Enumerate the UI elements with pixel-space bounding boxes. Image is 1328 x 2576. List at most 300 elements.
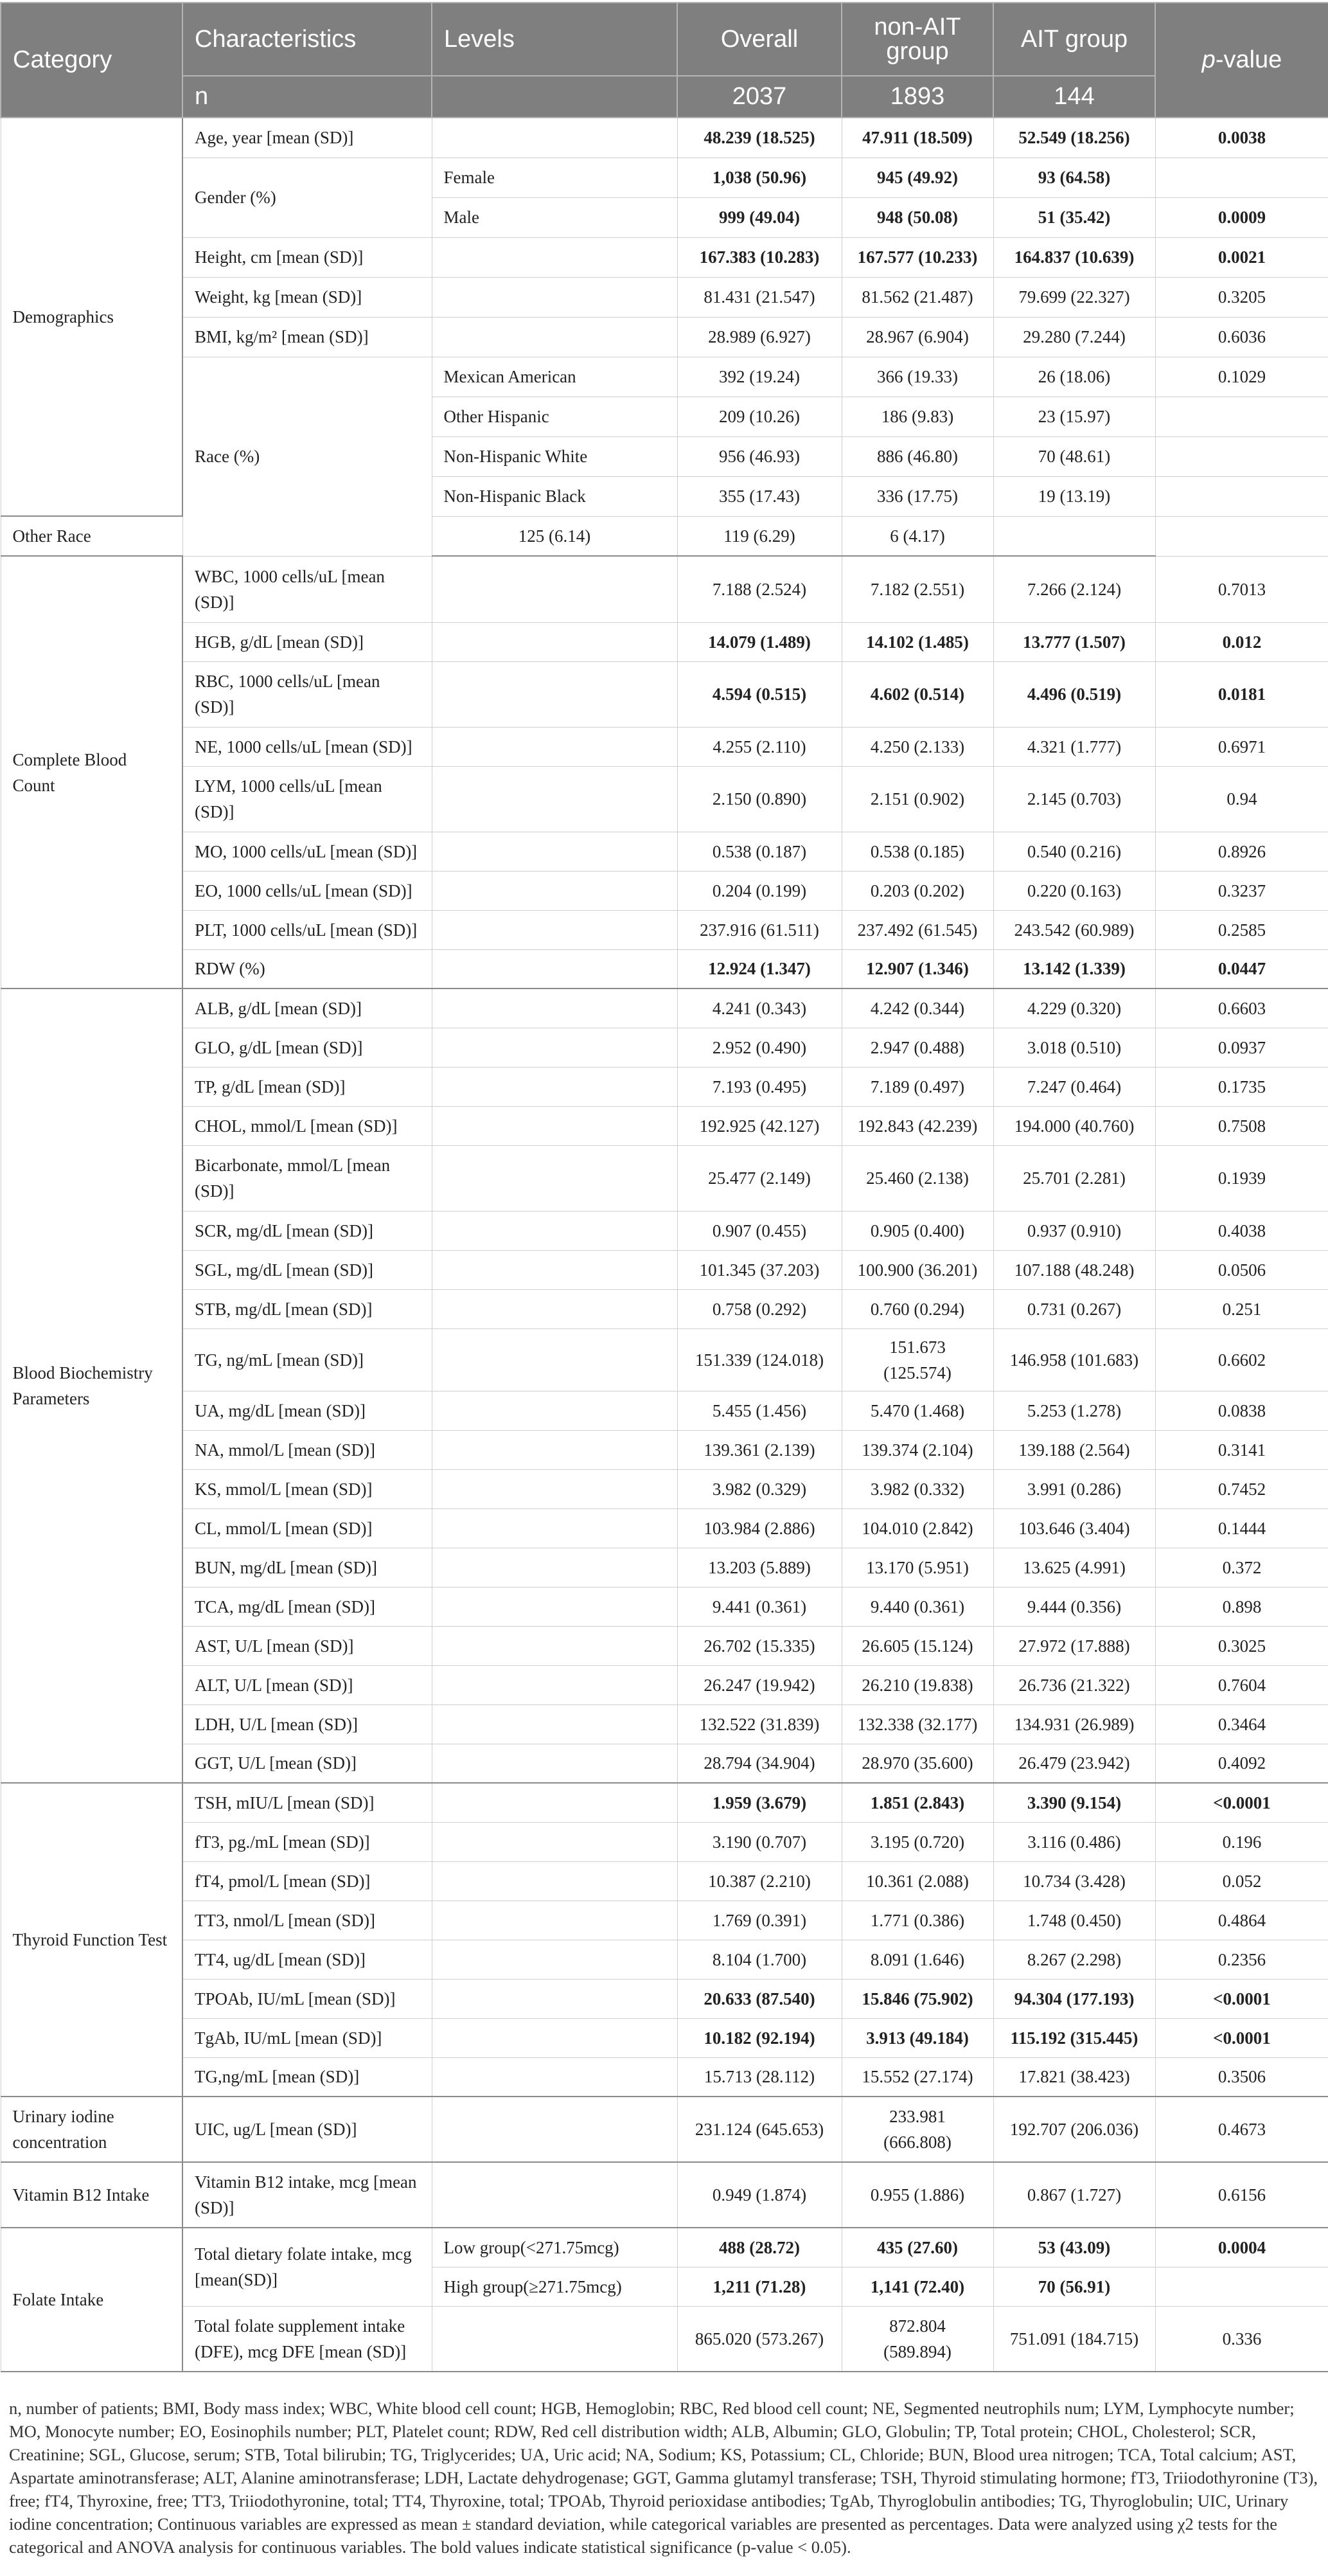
p-value-cell: 0.6603 xyxy=(1155,988,1328,1028)
overall-cell: 7.193 (0.495) xyxy=(677,1067,842,1106)
p-value-cell: 0.6602 xyxy=(1155,1328,1328,1391)
non-ait-cell: 336 (17.75) xyxy=(842,476,993,516)
level-cell: Mexican American xyxy=(432,357,677,397)
table-row xyxy=(1,2057,1328,2097)
p-value-cell: 0.372 xyxy=(1155,1548,1328,1587)
overall-cell: 392 (19.24) xyxy=(677,357,842,397)
p-value-cell xyxy=(1155,436,1328,476)
characteristic-cell: UA, mg/dL [mean (SD)] xyxy=(182,1391,432,1430)
level-cell xyxy=(432,2057,677,2097)
header-n-overall: 2037 xyxy=(677,76,842,118)
overall-cell: 25.477 (2.149) xyxy=(677,1145,842,1211)
overall-cell: 0.538 (0.187) xyxy=(677,832,842,871)
level-cell xyxy=(432,766,677,832)
header-category: Category xyxy=(1,3,182,118)
overall-cell: 231.124 (645.653) xyxy=(677,2097,842,2162)
table-row xyxy=(1,1289,1328,1328)
category-cell: Thyroid Function Test xyxy=(1,1783,182,2097)
ait-cell: 107.188 (48.248) xyxy=(993,1250,1155,1289)
non-ait-cell: 4.250 (2.133) xyxy=(842,727,993,766)
p-value-cell: 0.251 xyxy=(1155,1289,1328,1328)
characteristic-cell: SCR, mg/dL [mean (SD)] xyxy=(182,1211,432,1250)
characteristic-cell: Bicarbonate, mmol/L [mean (SD)] xyxy=(182,1145,432,1211)
non-ait-cell: 2.151 (0.902) xyxy=(842,766,993,832)
level-cell xyxy=(432,988,677,1028)
p-value-cell xyxy=(993,516,1155,556)
overall-cell: 13.203 (5.889) xyxy=(677,1548,842,1587)
ait-cell: 17.821 (38.423) xyxy=(993,2057,1155,2097)
p-value-cell xyxy=(1155,397,1328,436)
non-ait-cell: 945 (49.92) xyxy=(842,157,993,197)
ait-cell: 13.142 (1.339) xyxy=(993,949,1155,988)
p-value-cell: 0.898 xyxy=(1155,1587,1328,1626)
table-row xyxy=(1,2228,1328,2267)
overall-cell: 10.182 (92.194) xyxy=(677,2018,842,2057)
ait-cell: 0.220 (0.163) xyxy=(993,871,1155,910)
ait-cell: 53 (43.09) xyxy=(993,2228,1155,2267)
non-ait-cell: 0.203 (0.202) xyxy=(842,871,993,910)
ait-cell: 70 (48.61) xyxy=(993,436,1155,476)
ait-cell: 0.731 (0.267) xyxy=(993,1289,1155,1328)
level-cell xyxy=(432,1391,677,1430)
category-cell: Complete Blood Count xyxy=(1,556,182,988)
level-cell: Female xyxy=(432,157,677,197)
overall-cell: 1,038 (50.96) xyxy=(677,157,842,197)
overall-cell: 4.255 (2.110) xyxy=(677,727,842,766)
non-ait-cell: 12.907 (1.346) xyxy=(842,949,993,988)
non-ait-cell: 948 (50.08) xyxy=(842,197,993,237)
characteristic-cell: BUN, mg/dL [mean (SD)] xyxy=(182,1548,432,1587)
ait-cell: 13.625 (4.991) xyxy=(993,1548,1155,1587)
p-value-cell xyxy=(1155,157,1328,197)
overall-cell: 3.190 (0.707) xyxy=(677,1822,842,1861)
table-row xyxy=(1,949,1328,988)
table-row xyxy=(1,1626,1328,1665)
p-value-cell: 0.3237 xyxy=(1155,871,1328,910)
overall-cell: 1.769 (0.391) xyxy=(677,1901,842,1940)
overall-cell: 0.758 (0.292) xyxy=(677,1289,842,1328)
overall-cell: 132.522 (31.839) xyxy=(677,1704,842,1744)
header-ait: AIT group xyxy=(993,3,1155,76)
table-row xyxy=(1,277,1328,317)
non-ait-cell: 233.981 (666.808) xyxy=(842,2097,993,2162)
characteristic-cell: CL, mmol/L [mean (SD)] xyxy=(182,1508,432,1548)
characteristic-cell: ALB, g/dL [mean (SD)] xyxy=(182,988,432,1028)
overall-cell: 8.104 (1.700) xyxy=(677,1940,842,1979)
level-cell xyxy=(432,1979,677,2018)
p-value-cell: <0.0001 xyxy=(1155,1783,1328,1822)
table-row xyxy=(1,1665,1328,1704)
p-value-cell: 0.0181 xyxy=(1155,661,1328,727)
p-value-cell: 0.4092 xyxy=(1155,1744,1328,1783)
characteristic-cell: TT3, nmol/L [mean (SD)] xyxy=(182,1901,432,1940)
non-ait-cell: 0.955 (1.886) xyxy=(842,2162,993,2228)
ait-cell: 139.188 (2.564) xyxy=(993,1430,1155,1469)
characteristic-cell: STB, mg/dL [mean (SD)] xyxy=(182,1289,432,1328)
table-row xyxy=(1,1067,1328,1106)
overall-cell: 4.594 (0.515) xyxy=(677,661,842,727)
level-cell: High group(≥271.75mcg) xyxy=(432,2267,677,2306)
level-cell xyxy=(432,1028,677,1067)
characteristic-cell: LYM, 1000 cells/uL [mean (SD)] xyxy=(182,766,432,832)
characteristic-cell: Total dietary folate intake, mcg [mean(SD)] xyxy=(182,2228,432,2306)
characteristic-cell: TP, g/dL [mean (SD)] xyxy=(182,1067,432,1106)
overall-cell: 10.387 (2.210) xyxy=(677,1861,842,1901)
overall-cell: 12.924 (1.347) xyxy=(677,949,842,988)
ait-cell: 3.991 (0.286) xyxy=(993,1469,1155,1508)
overall-cell: 48.239 (18.525) xyxy=(677,118,842,157)
overall-cell: 956 (46.93) xyxy=(677,436,842,476)
overall-cell: 26.247 (19.942) xyxy=(677,1665,842,1704)
characteristic-cell: NA, mmol/L [mean (SD)] xyxy=(182,1430,432,1469)
non-ait-cell: 13.170 (5.951) xyxy=(842,1548,993,1587)
overall-cell: 4.241 (0.343) xyxy=(677,988,842,1028)
table-row xyxy=(1,1328,1328,1391)
non-ait-cell: 25.460 (2.138) xyxy=(842,1145,993,1211)
p-value-cell: 0.7604 xyxy=(1155,1665,1328,1704)
characteristic-cell: HGB, g/dL [mean (SD)] xyxy=(182,622,432,661)
non-ait-cell: 2.947 (0.488) xyxy=(842,1028,993,1067)
level-cell xyxy=(432,1861,677,1901)
non-ait-cell: 28.970 (35.600) xyxy=(842,1744,993,1783)
table-row xyxy=(1,1250,1328,1289)
characteristics-table xyxy=(0,2,1328,2372)
header-n-levels-blank xyxy=(432,76,677,118)
p-value-cell: 0.4864 xyxy=(1155,1901,1328,1940)
characteristic-cell: TCA, mg/dL [mean (SD)] xyxy=(182,1587,432,1626)
table-row xyxy=(1,1979,1328,2018)
non-ait-cell: 5.470 (1.468) xyxy=(842,1391,993,1430)
category-cell: Vitamin B12 Intake xyxy=(1,2162,182,2228)
level-cell xyxy=(432,277,677,317)
overall-cell: 2.150 (0.890) xyxy=(677,766,842,832)
header-overall: Overall xyxy=(677,3,842,76)
level-cell xyxy=(432,1067,677,1106)
level-cell: Low group(<271.75mcg) xyxy=(432,2228,677,2267)
header-p-value xyxy=(1155,3,1328,118)
overall-cell: 1.959 (3.679) xyxy=(677,1783,842,1822)
level-cell xyxy=(432,1783,677,1822)
ait-cell: 4.496 (0.519) xyxy=(993,661,1155,727)
ait-cell: 0.937 (0.910) xyxy=(993,1211,1155,1250)
non-ait-cell: 10.361 (2.088) xyxy=(842,1861,993,1901)
overall-cell: 9.441 (0.361) xyxy=(677,1587,842,1626)
level-cell xyxy=(432,661,677,727)
overall-cell: 209 (10.26) xyxy=(677,397,842,436)
p-value-cell: 0.3141 xyxy=(1155,1430,1328,1469)
non-ait-cell: 192.843 (42.239) xyxy=(842,1106,993,1145)
overall-cell: 28.989 (6.927) xyxy=(677,317,842,357)
characteristic-cell: Age, year [mean (SD)] xyxy=(182,118,432,157)
level-cell xyxy=(432,2162,677,2228)
level-cell: Male xyxy=(432,197,677,237)
table-row xyxy=(1,1940,1328,1979)
p-value-cell: 0.0937 xyxy=(1155,1028,1328,1067)
overall-cell: 15.713 (28.112) xyxy=(677,2057,842,2097)
table-row xyxy=(1,1508,1328,1548)
level-cell xyxy=(432,1469,677,1508)
level-cell xyxy=(432,1508,677,1548)
overall-cell: 103.984 (2.886) xyxy=(677,1508,842,1548)
p-value-cell: 0.1735 xyxy=(1155,1067,1328,1106)
non-ait-cell: 15.552 (27.174) xyxy=(842,2057,993,2097)
characteristic-cell: GGT, U/L [mean (SD)] xyxy=(182,1744,432,1783)
p-value-cell: 0.0009 xyxy=(1155,197,1328,237)
non-ait-cell: 4.602 (0.514) xyxy=(842,661,993,727)
level-cell xyxy=(432,1145,677,1211)
non-ait-cell: 104.010 (2.842) xyxy=(842,1508,993,1548)
characteristic-cell: GLO, g/dL [mean (SD)] xyxy=(182,1028,432,1067)
characteristic-cell: TT4, ug/dL [mean (SD)] xyxy=(182,1940,432,1979)
ait-cell: 164.837 (10.639) xyxy=(993,237,1155,277)
p-value-cell: 0.6036 xyxy=(1155,317,1328,357)
non-ait-cell: 3.913 (49.184) xyxy=(842,2018,993,2057)
overall-cell: 28.794 (34.904) xyxy=(677,1744,842,1783)
ait-cell: 8.267 (2.298) xyxy=(993,1940,1155,1979)
level-cell xyxy=(432,556,677,622)
ait-cell: 10.734 (3.428) xyxy=(993,1861,1155,1901)
characteristic-cell: TgAb, IU/mL [mean (SD)] xyxy=(182,2018,432,2057)
overall-cell: 26.702 (15.335) xyxy=(677,1626,842,1665)
level-cell xyxy=(432,2018,677,2057)
p-value-cell: 0.0447 xyxy=(1155,949,1328,988)
p-value-cell: 0.7452 xyxy=(1155,1469,1328,1508)
category-cell: Demographics xyxy=(1,118,182,516)
ait-cell: 51 (35.42) xyxy=(993,197,1155,237)
characteristic-cell: Gender (%) xyxy=(182,157,432,237)
p-value-cell: 0.0021 xyxy=(1155,237,1328,277)
non-ait-cell: 3.982 (0.332) xyxy=(842,1469,993,1508)
header-p-rest: -value xyxy=(1215,46,1282,73)
overall-cell: 3.982 (0.329) xyxy=(677,1469,842,1508)
table-row xyxy=(1,1548,1328,1587)
ait-cell: 9.444 (0.356) xyxy=(993,1587,1155,1626)
non-ait-cell: 119 (6.29) xyxy=(677,516,842,556)
overall-cell: 14.079 (1.489) xyxy=(677,622,842,661)
non-ait-cell: 435 (27.60) xyxy=(842,2228,993,2267)
p-value-cell: 0.7508 xyxy=(1155,1106,1328,1145)
overall-cell: 865.020 (573.267) xyxy=(677,2306,842,2372)
p-value-cell xyxy=(1155,476,1328,516)
ait-cell: 146.958 (101.683) xyxy=(993,1328,1155,1391)
overall-cell: 101.345 (37.203) xyxy=(677,1250,842,1289)
p-value-cell: 0.6971 xyxy=(1155,727,1328,766)
level-cell xyxy=(432,1665,677,1704)
category-cell: Urinary iodine concentration xyxy=(1,2097,182,2162)
ait-cell: 134.931 (26.989) xyxy=(993,1704,1155,1744)
overall-cell: 192.925 (42.127) xyxy=(677,1106,842,1145)
ait-cell: 79.699 (22.327) xyxy=(993,277,1155,317)
non-ait-cell: 14.102 (1.485) xyxy=(842,622,993,661)
overall-cell: 125 (6.14) xyxy=(432,516,677,556)
characteristic-cell: MO, 1000 cells/uL [mean (SD)] xyxy=(182,832,432,871)
ait-cell: 52.549 (18.256) xyxy=(993,118,1155,157)
level-cell xyxy=(432,1704,677,1744)
characteristic-cell: Vitamin B12 intake, mcg [mean (SD)] xyxy=(182,2162,432,2228)
p-value-cell: <0.0001 xyxy=(1155,2018,1328,2057)
table-row xyxy=(1,1704,1328,1744)
level-cell xyxy=(432,317,677,357)
ait-cell: 25.701 (2.281) xyxy=(993,1145,1155,1211)
overall-cell: 20.633 (87.540) xyxy=(677,1979,842,2018)
table-footnote: n, number of patients; BMI, Body mass index; WBC, White blood cell count; HGB, Hemoglobin; RBC, Red blood cell count; NE, Segmented neutrophils num; LYM, Lymphocyte number; MO, Monocyte number; EO, Eosinophils number; PLT, Platelet count; RDW, Red cell distribution width; ALB, Albumin; GLO, Globulin; TP, Total protein; CHOL, Cholesterol; SCR, Creatinine; SGL, Glucose, serum; STB, Total bilirubin; TG, Triglycerides; UA, Uric acid; NA, Sodium; KS, Potassium; CL, Chloride; BUN, Blood urea nitrogen; TCA, Total calcium; AST, Aspartate aminotransferase; ALT, Alanine aminotransferase; LDH, Lactate dehydrogenase; GGT, Gamma glutamyl transferase; TSH, Thyroid stimulating hormone; fT3, Triiodothyronine (T3), free; fT4, Thyroxine, free; TT3, Triiodothyronine, total; TT4, Thyroxine, total; TPOAb, Thyroid perioxidase antibodies; TgAb, Thyroglobulin antibodies; TG, Thyroglobulin; UIC, Urinary iodine concentration; Continuous variables are expressed as mean ± standard deviation, while categorical variables are presented as percentages. Data were analyzed using χ2 tests for the categorical and ANOVA analysis for continuous variables. The bold values indicate statistical significance (p-value < 0.05). xyxy=(9,2399,1318,2557)
table-row xyxy=(1,1861,1328,1901)
p-value-cell: 0.3025 xyxy=(1155,1626,1328,1665)
overall-cell: 237.916 (61.511) xyxy=(677,910,842,949)
p-value-cell: 0.1939 xyxy=(1155,1145,1328,1211)
characteristic-cell: RBC, 1000 cells/uL [mean (SD)] xyxy=(182,661,432,727)
non-ait-cell: 0.760 (0.294) xyxy=(842,1289,993,1328)
p-value-cell: 0.0838 xyxy=(1155,1391,1328,1430)
table-row xyxy=(1,357,1328,397)
p-value-cell: 0.1444 xyxy=(1155,1508,1328,1548)
characteristic-cell: KS, mmol/L [mean (SD)] xyxy=(182,1469,432,1508)
table-body xyxy=(1,118,1328,2372)
table-row xyxy=(1,317,1328,357)
p-value-cell: 0.052 xyxy=(1155,1861,1328,1901)
p-value-cell: 0.7013 xyxy=(1155,556,1328,622)
table-row xyxy=(1,118,1328,157)
ait-cell: 23 (15.97) xyxy=(993,397,1155,436)
non-ait-cell: 151.673 (125.574) xyxy=(842,1328,993,1391)
ait-cell: 115.192 (315.445) xyxy=(993,2018,1155,2057)
table-row xyxy=(1,1106,1328,1145)
non-ait-cell: 1.851 (2.843) xyxy=(842,1783,993,1822)
non-ait-cell: 0.905 (0.400) xyxy=(842,1211,993,1250)
ait-cell: 103.646 (3.404) xyxy=(993,1508,1155,1548)
level-cell xyxy=(432,2306,677,2372)
p-value-cell: 0.3464 xyxy=(1155,1704,1328,1744)
level-cell: Other Race xyxy=(1,516,182,556)
table-row xyxy=(1,237,1328,277)
ait-cell: 0.540 (0.216) xyxy=(993,832,1155,871)
non-ait-cell: 3.195 (0.720) xyxy=(842,1822,993,1861)
table-row xyxy=(1,2018,1328,2057)
ait-cell: 29.280 (7.244) xyxy=(993,317,1155,357)
level-cell: Non-Hispanic White xyxy=(432,436,677,476)
header-non-ait: non-AIT group xyxy=(842,3,993,76)
ait-cell: 7.266 (2.124) xyxy=(993,556,1155,622)
table-row xyxy=(1,1744,1328,1783)
ait-cell: 26.736 (21.322) xyxy=(993,1665,1155,1704)
table-row xyxy=(1,766,1328,832)
ait-cell: 13.777 (1.507) xyxy=(993,622,1155,661)
ait-cell: 192.707 (206.036) xyxy=(993,2097,1155,2162)
ait-cell: 7.247 (0.464) xyxy=(993,1067,1155,1106)
non-ait-cell: 1.771 (0.386) xyxy=(842,1901,993,1940)
non-ait-cell: 9.440 (0.361) xyxy=(842,1587,993,1626)
level-cell xyxy=(432,1822,677,1861)
non-ait-cell: 47.911 (18.509) xyxy=(842,118,993,157)
table-row xyxy=(1,622,1328,661)
non-ait-cell: 872.804 (589.894) xyxy=(842,2306,993,2372)
ait-cell: 26 (18.06) xyxy=(993,357,1155,397)
p-value-cell: 0.0506 xyxy=(1155,1250,1328,1289)
table-row xyxy=(1,157,1328,197)
level-cell xyxy=(432,2097,677,2162)
p-value-cell: <0.0001 xyxy=(1155,1979,1328,2018)
non-ait-cell: 237.492 (61.545) xyxy=(842,910,993,949)
ait-cell: 94.304 (177.193) xyxy=(993,1979,1155,2018)
overall-cell: 999 (49.04) xyxy=(677,197,842,237)
non-ait-cell: 139.374 (2.104) xyxy=(842,1430,993,1469)
overall-cell: 5.455 (1.456) xyxy=(677,1391,842,1430)
ait-cell: 3.116 (0.486) xyxy=(993,1822,1155,1861)
p-value-cell: 0.4038 xyxy=(1155,1211,1328,1250)
overall-cell: 139.361 (2.139) xyxy=(677,1430,842,1469)
level-cell xyxy=(432,832,677,871)
non-ait-cell: 366 (19.33) xyxy=(842,357,993,397)
p-value-cell: 0.3506 xyxy=(1155,2057,1328,2097)
ait-cell: 26.479 (23.942) xyxy=(993,1744,1155,1783)
characteristic-cell: TSH, mIU/L [mean (SD)] xyxy=(182,1783,432,1822)
characteristic-cell: fT3, pg./mL [mean (SD)] xyxy=(182,1822,432,1861)
header-n-non-ait: 1893 xyxy=(842,76,993,118)
characteristic-cell: UIC, ug/L [mean (SD)] xyxy=(182,2097,432,2162)
characteristic-cell: AST, U/L [mean (SD)] xyxy=(182,1626,432,1665)
table-row xyxy=(1,832,1328,871)
ait-cell: 93 (64.58) xyxy=(993,157,1155,197)
table-header xyxy=(1,3,1328,118)
ait-cell: 6 (4.17) xyxy=(842,516,993,556)
non-ait-cell: 81.562 (21.487) xyxy=(842,277,993,317)
level-cell xyxy=(432,1289,677,1328)
ait-cell: 0.867 (1.727) xyxy=(993,2162,1155,2228)
p-value-cell: 0.2356 xyxy=(1155,1940,1328,1979)
table-row xyxy=(1,1822,1328,1861)
level-cell xyxy=(432,1106,677,1145)
non-ait-cell: 7.189 (0.497) xyxy=(842,1067,993,1106)
overall-cell: 151.339 (124.018) xyxy=(677,1328,842,1391)
non-ait-cell: 15.846 (75.902) xyxy=(842,1979,993,2018)
non-ait-cell: 186 (9.83) xyxy=(842,397,993,436)
level-cell xyxy=(432,727,677,766)
header-p-italic: p xyxy=(1201,46,1216,73)
non-ait-cell: 886 (46.80) xyxy=(842,436,993,476)
overall-cell: 81.431 (21.547) xyxy=(677,277,842,317)
ait-cell: 194.000 (40.760) xyxy=(993,1106,1155,1145)
table-row xyxy=(1,727,1328,766)
table-row xyxy=(1,1469,1328,1508)
level-cell xyxy=(432,1901,677,1940)
non-ait-cell: 100.900 (36.201) xyxy=(842,1250,993,1289)
table-row xyxy=(1,1211,1328,1250)
characteristic-cell: EO, 1000 cells/uL [mean (SD)] xyxy=(182,871,432,910)
p-value-cell: 0.196 xyxy=(1155,1822,1328,1861)
level-cell: Other Hispanic xyxy=(432,397,677,436)
characteristic-cell: PLT, 1000 cells/uL [mean (SD)] xyxy=(182,910,432,949)
table-row xyxy=(1,1028,1328,1067)
characteristic-cell: ALT, U/L [mean (SD)] xyxy=(182,1665,432,1704)
overall-cell: 167.383 (10.283) xyxy=(677,237,842,277)
overall-cell: 0.949 (1.874) xyxy=(677,2162,842,2228)
characteristic-cell: Total folate supplement intake (DFE), mcg DFE [mean (SD)] xyxy=(182,2306,432,2372)
table-row xyxy=(1,988,1328,1028)
level-cell xyxy=(432,1211,677,1250)
level-cell xyxy=(432,1328,677,1391)
table-row xyxy=(1,1430,1328,1469)
table-row xyxy=(1,910,1328,949)
characteristic-cell: Weight, kg [mean (SD)] xyxy=(182,277,432,317)
ait-cell: 4.321 (1.777) xyxy=(993,727,1155,766)
ait-cell: 2.145 (0.703) xyxy=(993,766,1155,832)
characteristic-cell: NE, 1000 cells/uL [mean (SD)] xyxy=(182,727,432,766)
table-row xyxy=(1,1901,1328,1940)
p-value-cell: 0.3205 xyxy=(1155,277,1328,317)
level-cell xyxy=(432,237,677,277)
header-levels: Levels xyxy=(432,3,677,76)
table-row xyxy=(1,871,1328,910)
